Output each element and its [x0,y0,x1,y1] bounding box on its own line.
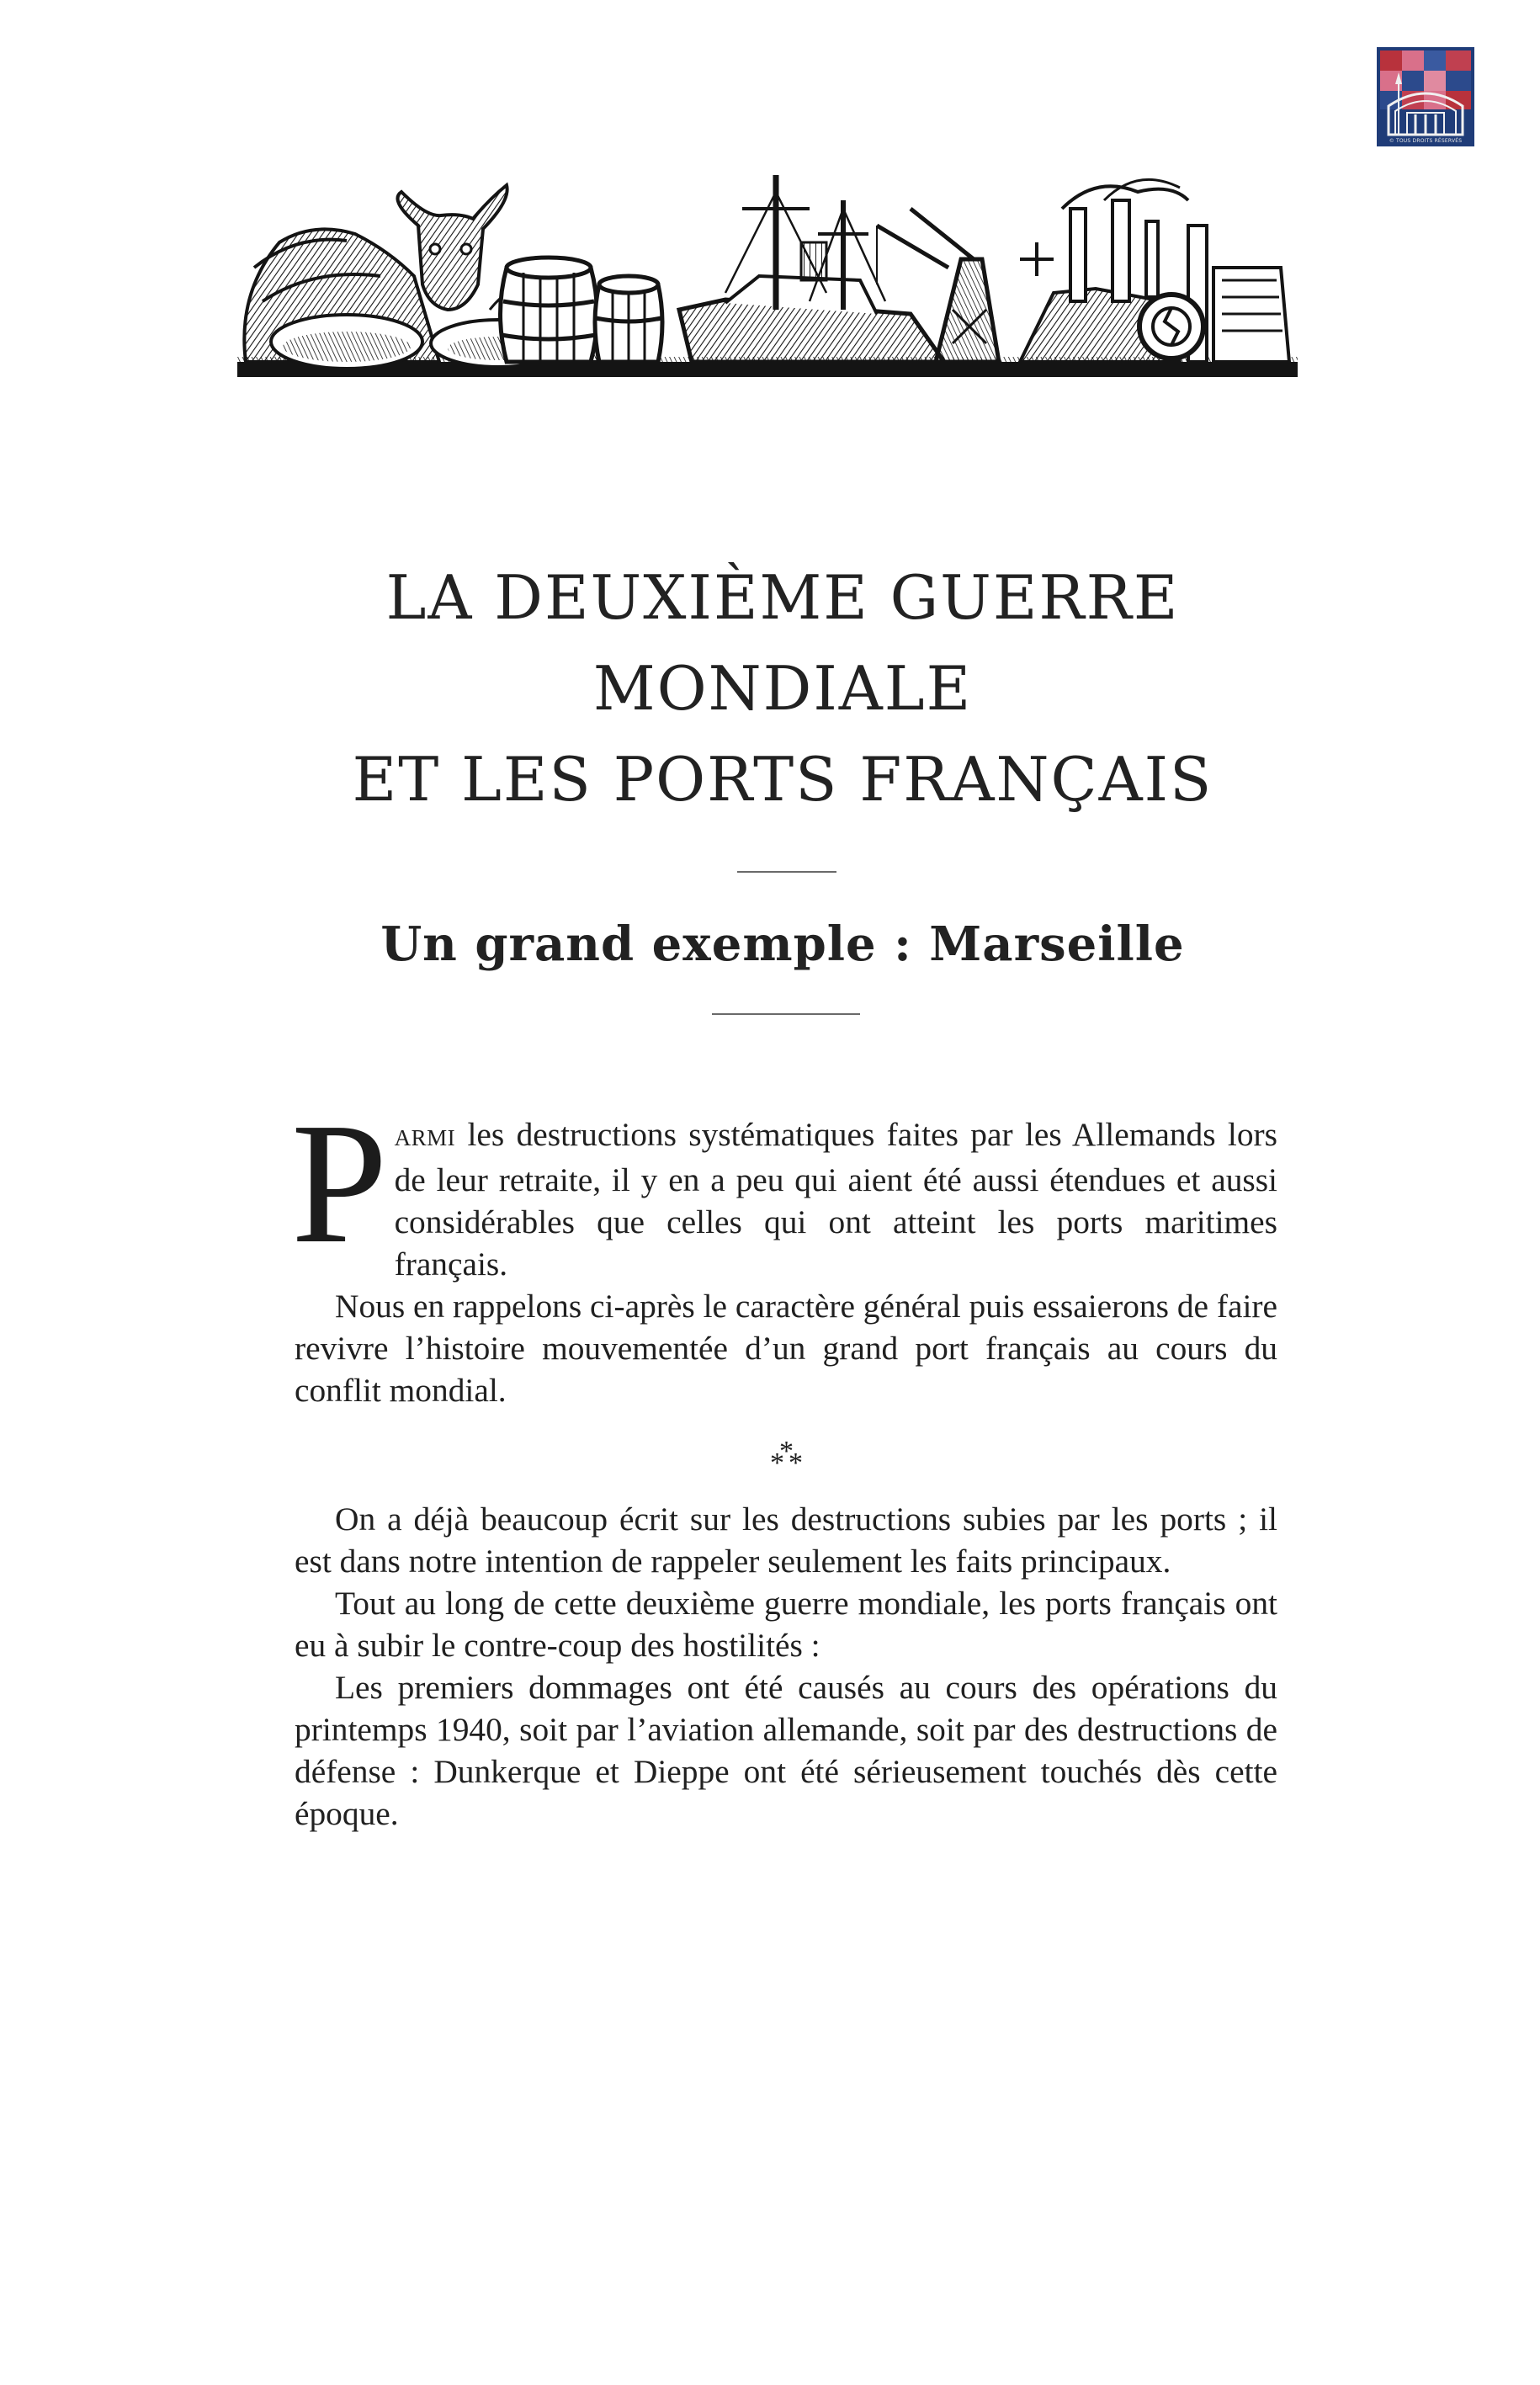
intro-paragraph-2: Nous en rappelons ci-après le caractère général puis essaierons de faire revivre l’histoire mouvementée d’un grand port français au cours du conflit mondial. [295,1288,1277,1409]
chapter-title [252,552,1313,825]
chapter-title-line-1: LA DEUXIÈME GUERRE [385,562,1180,633]
chapter-subtitle: Un grand exemple : Marseille [380,916,1185,972]
asterism-star-icon: * [770,1447,784,1479]
publisher-logo [1377,47,1474,146]
asterism-separator [741,1431,833,1479]
gear-wheel-icon [1139,295,1203,359]
cargo-ship-icon [679,175,944,362]
body-paragraph: On a déjà beaucoup écrit sur les destructions subies par les ports ; il est dans notre intention de rappeler seulement les faits principaux. [295,1501,1277,1580]
asterism-star-icon: * [789,1447,803,1479]
body-paragraph: Les premiers dommages ont été causés au cours des opérations du printemps 1940, soit par l’aviation allemande, soit par des destructions de défense : Dunkerque et Dieppe ont été sérieusement touchés dès cette époque. [295,1669,1277,1832]
logo-caption: © TOUS DROITS RÉSERVÉS [1378,137,1473,146]
drop-cap-letter: P [291,1086,388,1279]
subtitle-divider [712,1013,860,1015]
body-paragraph: Tout au long de cette deuxième guerre mondiale, les ports français ont eu à subir le contre-coup des hostilités : [295,1585,1277,1664]
intro-paragraph-1 [291,1086,1277,1285]
intro-text [291,1086,1277,1411]
logo-emblem-icon [1377,47,1474,146]
body-text [295,1498,1277,1835]
title-divider [737,871,836,873]
intro-paragraph-1-text: les destructions systématiques faites par les Allemands lors de leur retraite, il y en a peu qui aient été aussi étendues et aussi considérables que celles qui ont atteint les ports maritimes français. [394,1116,1277,1283]
small-caps-opening: ARMI [394,1125,456,1150]
asterism-star-icon: * [779,1436,794,1467]
barrel-icon [501,258,663,362]
chapter-title-line-2: MONDIALE [592,653,973,724]
chapter-title-line-3: ET LES PORTS FRANÇAIS [352,744,1213,815]
header-engraving-illustration [220,141,1308,402]
